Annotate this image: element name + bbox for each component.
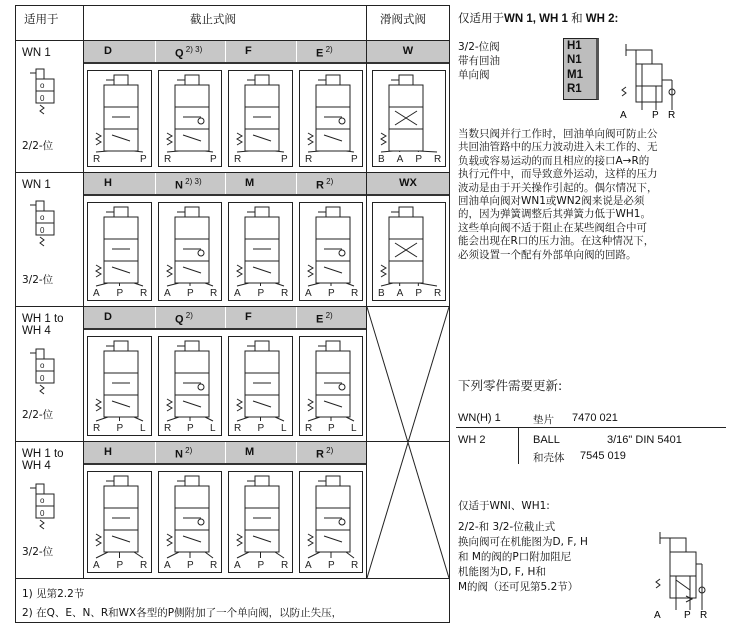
variant-code: H1 <box>567 40 582 52</box>
port-label: P <box>116 423 124 434</box>
port-label: P <box>415 288 423 299</box>
port-label: R <box>351 288 359 299</box>
port-label: R <box>234 154 242 165</box>
port-label: P <box>210 154 217 165</box>
band-separator <box>296 307 297 328</box>
mini-valve-icon <box>20 478 80 538</box>
footnote-2: 2) 在Q、E、N、R和WX各型的P侧附加了一个单向阀，以防止失压， <box>22 607 343 619</box>
port-label: P <box>328 423 335 434</box>
paragraph-line: 能会出现在R口的压力油。在这种情况下， <box>458 235 655 248</box>
valve-desc-line: 带有回油 <box>458 55 500 67</box>
variant-label: R $^{2)}$ <box>316 446 334 461</box>
wni-line: 换向阀可在机能图为D, F, H <box>458 536 588 548</box>
wni-line: 机能图为D, F, H和 <box>458 566 546 578</box>
parts-number: 7545 019 <box>580 450 626 462</box>
paragraph-line: 波动是由于开关操作引起的。偶尔情况下， <box>458 181 658 194</box>
port-label: L <box>351 423 357 434</box>
port-label: A <box>305 288 312 299</box>
valve-symbol-diagram <box>229 337 292 435</box>
port-label: R <box>668 110 676 120</box>
variant-label: Q $^{2)}$ <box>175 311 193 326</box>
spool-diagram-cell <box>372 70 446 167</box>
mini-valve-icon <box>20 63 80 123</box>
svg-text:o: o <box>40 213 45 222</box>
port-label: P <box>187 423 194 434</box>
band-separator <box>155 442 156 463</box>
svg-text:o: o <box>40 496 45 505</box>
variant-diagram-cell <box>87 471 152 573</box>
damper-valve-symbol <box>648 524 720 620</box>
variant-diagram-cell <box>299 202 363 301</box>
port-label: A <box>620 110 627 120</box>
valve-symbol-diagram <box>300 203 362 300</box>
variant-diagram-cell <box>299 70 363 167</box>
port-label: P <box>257 423 265 434</box>
header-applies: 适用于 <box>24 12 59 26</box>
title-prefix: 仅适用于 <box>458 11 504 25</box>
valve-symbol-diagram <box>373 203 445 300</box>
variant-footnote-ref: 2) <box>323 45 333 54</box>
parts-extra: 3/16" DIN 5401 <box>607 434 682 446</box>
variant-diagram-cell <box>158 70 222 167</box>
port-label: R <box>140 288 148 299</box>
variant-diagram-cell <box>158 471 222 573</box>
wni-text <box>458 520 588 595</box>
paragraph-line: 执行元件中，而导致意外运动，这样的压力 <box>458 168 658 181</box>
valve-symbol-diagram <box>159 203 221 300</box>
parts-part: BALL <box>533 434 560 446</box>
band-separator <box>225 442 226 463</box>
band-separator <box>225 41 226 62</box>
port-label: P <box>415 154 423 165</box>
spool-header-band <box>367 173 449 196</box>
valve-symbol-diagram <box>159 337 221 435</box>
valve-symbol-diagram <box>88 203 151 300</box>
port-label: R <box>351 560 359 571</box>
variant-diagram-cell <box>158 202 222 301</box>
variant-diagram-cell <box>228 471 293 573</box>
port-label: P <box>328 288 335 299</box>
band-separator <box>155 41 156 62</box>
variant-diagram-cell <box>299 471 363 573</box>
variant-box <box>563 38 599 100</box>
variant-label: E $^{2)}$ <box>316 311 333 326</box>
row-position: 2/2-位 <box>22 140 54 152</box>
header-shutoff: 截止式阀 <box>190 12 236 26</box>
port-label: P <box>328 560 335 571</box>
wni-line: 2/2-和 3/2-位截止式 <box>458 521 556 533</box>
title-and: 和 <box>571 11 583 25</box>
band-separator <box>225 173 226 194</box>
port-label: P <box>652 110 659 120</box>
variant-code: R1 <box>567 83 582 96</box>
check-valve-symbol <box>612 36 692 120</box>
valve-symbol-diagram <box>88 472 151 572</box>
valve-symbol-diagram <box>88 337 151 435</box>
port-label: R <box>281 560 289 571</box>
port-label: A <box>396 288 404 299</box>
valve-symbol-diagram <box>159 71 221 166</box>
port-label: A <box>164 288 171 299</box>
port-label: A <box>305 560 312 571</box>
variant-footnote-ref: 2) <box>183 311 193 320</box>
svg-text:0: 0 <box>40 94 45 103</box>
valve-symbol-diagram <box>229 472 292 572</box>
valve-symbol-diagram <box>300 337 362 435</box>
port-label: P <box>187 288 194 299</box>
variant-label: M <box>245 177 255 189</box>
variant-label: D <box>104 311 112 323</box>
port-label: A <box>396 154 404 165</box>
port-label: P <box>140 154 147 165</box>
port-label: B <box>378 288 385 299</box>
valve-symbol-diagram <box>373 71 445 166</box>
spool-variant-label: WX <box>399 177 417 189</box>
variant-label: Q $^{2) 3)}$ <box>175 45 203 60</box>
band-separator <box>296 41 297 62</box>
port-label: R <box>305 423 313 434</box>
port-label: P <box>257 288 265 299</box>
right-title <box>458 10 618 26</box>
paragraph-line: 回油单向阀对WN1或WN2阀来说是必须 <box>458 195 645 208</box>
wni-line: M的阀（还可见第5.2节） <box>458 581 579 593</box>
variant-label: F <box>245 311 252 323</box>
svg-text:0: 0 <box>40 226 45 235</box>
variant-label: H <box>104 177 112 189</box>
port-label: R <box>434 154 442 165</box>
paragraph-line: 共回油管路中的压力波动进入未工作的、无 <box>458 141 658 154</box>
port-label: L <box>140 423 146 434</box>
variant-footnote-ref: 2) 3) <box>182 177 202 186</box>
row-position: 3/2-位 <box>22 274 54 286</box>
port-label: P <box>351 154 358 165</box>
footnote-1: 1) 见第2.2节 <box>22 588 85 600</box>
wni-title: 仅适于WNI、WH1: <box>458 500 550 512</box>
row-position: 3/2-位 <box>22 546 54 558</box>
band-separator <box>296 173 297 194</box>
paragraph-line: 必须设置一个配有外部单向阀的回路。 <box>458 248 637 261</box>
spool-diagram-cell <box>372 202 446 301</box>
port-label: R <box>210 288 218 299</box>
port-label: A <box>234 288 241 299</box>
parts-model: WH 2 <box>458 434 486 446</box>
variant-footnote-ref: 2) <box>182 446 193 455</box>
port-label: A <box>164 560 171 571</box>
port-label: R <box>234 423 242 434</box>
paragraph-line: 当数只阀并行工作时，回油单向阀可防止公 <box>458 128 658 140</box>
variant-label: F <box>245 45 252 57</box>
variant-code: M1 <box>567 68 583 81</box>
valve-desc-line: 单向阀 <box>458 69 490 81</box>
mini-valve-icon <box>20 195 80 255</box>
svg-text:0: 0 <box>40 374 45 383</box>
variant-label: E $^{2)}$ <box>316 45 333 60</box>
check-valve-paragraph <box>458 128 658 262</box>
mini-valve-icon <box>20 343 80 403</box>
variant-diagram-cell <box>87 202 152 301</box>
port-label: R <box>210 560 218 571</box>
paragraph-line: 的，因为弹簧调整后其弹簧力低于WH1。 <box>458 208 651 221</box>
svg-text:o: o <box>40 361 45 370</box>
variant-code: N1 <box>567 54 582 67</box>
port-label: P <box>257 560 265 571</box>
valve-symbol-diagram <box>229 71 292 166</box>
paragraph-line: 这些单向阀不适于阻止在某些阀组合中可 <box>458 221 647 234</box>
spool-variant-label: W <box>402 45 414 57</box>
parts-title: 下列零件需要更新: <box>458 378 563 393</box>
band-separator <box>225 307 226 328</box>
valve-symbol-diagram <box>300 472 362 572</box>
variant-diagram-cell <box>228 70 293 167</box>
port-label: L <box>210 423 216 434</box>
row-model: WH 1 to WH 4 <box>22 448 64 472</box>
row-model: WH 1 to WH 4 <box>22 313 64 337</box>
valve-symbol-diagram <box>88 71 151 166</box>
valve-symbol-diagram <box>159 472 221 572</box>
valve-desc <box>458 40 500 82</box>
port-label: A <box>234 560 241 571</box>
paragraph-line: 负载或容易运动的而且相应的接口A→R的 <box>458 154 650 167</box>
wni-line: 和 M的阀的P口附加阻尼 <box>458 551 572 563</box>
variant-diagram-cell <box>87 70 152 167</box>
parts-number: 7470 021 <box>572 412 618 424</box>
variant-footnote-ref: 2) <box>323 446 334 455</box>
port-label: R <box>164 154 172 165</box>
parts-model: WN(H) 1 <box>458 412 501 424</box>
variant-label: N $^{2) 3)}$ <box>175 177 202 192</box>
header-spool: 滑阀式阀 <box>380 12 426 26</box>
title-last: WH 2: <box>585 13 619 25</box>
port-label: P <box>187 560 194 571</box>
variant-label: M <box>245 446 255 458</box>
port-label: A <box>93 288 100 299</box>
variant-label: D <box>104 45 112 57</box>
band-separator <box>296 442 297 463</box>
variant-diagram-cell <box>228 202 293 301</box>
port-label: R <box>93 423 101 434</box>
port-label: A <box>93 560 100 571</box>
port-label: B <box>378 154 385 165</box>
port-label: P <box>684 610 691 620</box>
variant-diagram-cell <box>158 336 222 436</box>
variant-label: H <box>104 446 112 458</box>
port-label: P <box>281 154 288 165</box>
variant-footnote-ref: 2) 3) <box>183 45 203 54</box>
svg-text:0: 0 <box>40 509 45 518</box>
variant-footnote-ref: 2) <box>323 311 333 320</box>
variant-diagram-cell <box>228 336 293 436</box>
port-label: L <box>281 423 287 434</box>
variant-diagram-cell <box>87 336 152 436</box>
port-label: R <box>281 288 289 299</box>
port-label: R <box>140 560 148 571</box>
parts-part: 和壳体 <box>533 452 565 464</box>
spool-header-band <box>367 41 449 64</box>
svg-text:o: o <box>40 81 45 90</box>
port-label: R <box>434 288 442 299</box>
row-position: 2/2-位 <box>22 409 54 421</box>
band-separator <box>155 307 156 328</box>
valve-symbol-diagram <box>229 203 292 300</box>
variant-footnote-ref: 2) <box>323 177 334 186</box>
valve-symbol-diagram <box>300 71 362 166</box>
row-model: WN 1 <box>22 179 51 191</box>
port-label: R <box>305 154 313 165</box>
variant-diagram-cell <box>299 336 363 436</box>
band-separator <box>155 173 156 194</box>
port-label: P <box>116 288 124 299</box>
variant-label: R $^{2)}$ <box>316 177 334 192</box>
row-model: WN 1 <box>22 47 51 59</box>
valve-desc-line: 3/2-位阀 <box>458 41 500 53</box>
port-label: R <box>700 610 708 620</box>
port-label: R <box>93 154 101 165</box>
variant-label: N $^{2)}$ <box>175 446 193 461</box>
parts-part: 垫片 <box>533 414 554 426</box>
port-label: P <box>116 560 124 571</box>
title-models: WN 1, WH 1 <box>504 13 568 25</box>
port-label: A <box>654 610 661 620</box>
port-label: R <box>164 423 172 434</box>
